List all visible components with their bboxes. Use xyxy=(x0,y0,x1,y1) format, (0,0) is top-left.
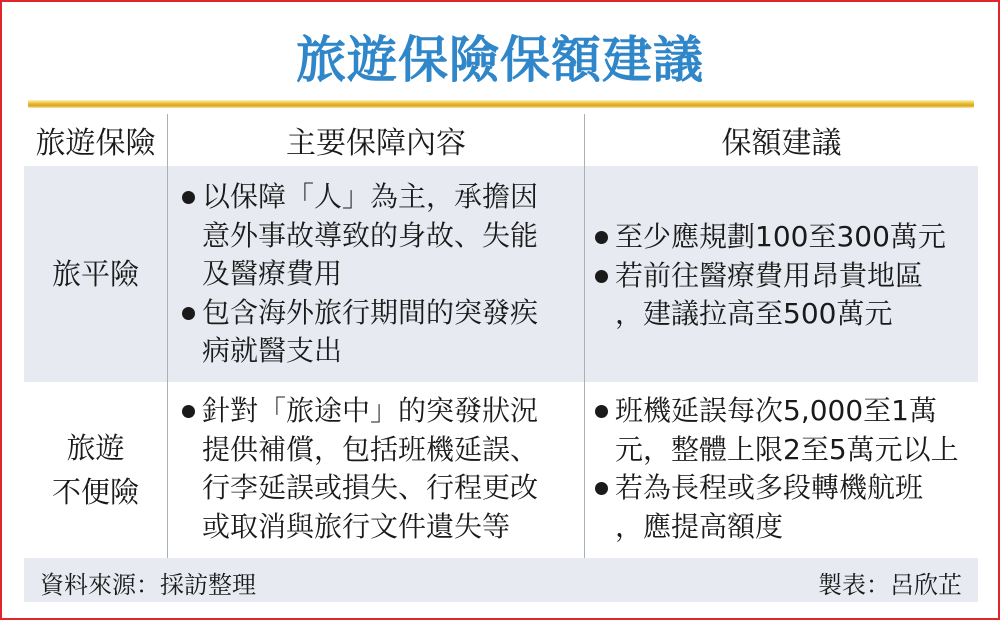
source-note: 資料來源：採訪整理 xyxy=(40,571,256,599)
table-header-row xyxy=(24,114,978,166)
insurance-name: 旅遊 不便險 xyxy=(51,431,139,509)
coverage-cell xyxy=(167,166,584,382)
footer-bar xyxy=(24,558,978,602)
credit-note: 製表：呂欣芷 xyxy=(818,571,962,599)
suggestion-item: 若前往醫療費用昂貴地區 ，建議拉高至500萬元 xyxy=(595,257,978,334)
coverage-item: 以保障「人」為主，承擔因 意外事故導致的身故、失能 及醫療費用 xyxy=(182,178,584,294)
suggestion-cell xyxy=(584,382,978,558)
suggestion-item: 班機延誤每次5,000至1萬 元，整體上限2至5萬元以上 xyxy=(595,392,978,469)
coverage-cell xyxy=(167,382,584,558)
bullet-icon xyxy=(595,231,608,244)
bullet-icon xyxy=(595,482,608,495)
insurance-name: 旅平險 xyxy=(51,257,139,291)
header-insurance-type: 旅遊保險 xyxy=(35,126,156,161)
bullet-icon xyxy=(595,405,608,418)
bullet-icon xyxy=(182,405,195,418)
bullet-icon xyxy=(182,307,195,320)
page-title: 旅遊保險保額建議 xyxy=(296,31,704,89)
header-suggested-amount: 保額建議 xyxy=(584,114,978,166)
coverage-item: 針對「旅途中」的突發狀況 提供補償，包括班機延誤、 行李延誤或損失、行程更改 或取消與旅行文件遺失等 xyxy=(182,392,584,546)
bullet-icon xyxy=(182,191,195,204)
coverage-item: 包含海外旅行期間的突發疾 病就醫支出 xyxy=(182,294,584,371)
table-row-travel-inconvenience xyxy=(24,382,978,558)
suggestion-item: 若為長程或多段轉機航班 ，應提高額度 xyxy=(595,469,978,546)
header-main-coverage: 主要保障內容 xyxy=(167,114,584,166)
suggestion-cell xyxy=(584,166,978,382)
suggestion-item: 至少應規劃100至300萬元 xyxy=(595,218,978,257)
title-divider xyxy=(28,100,974,108)
bullet-icon xyxy=(595,270,608,283)
table-row-travel-accident xyxy=(24,166,978,382)
